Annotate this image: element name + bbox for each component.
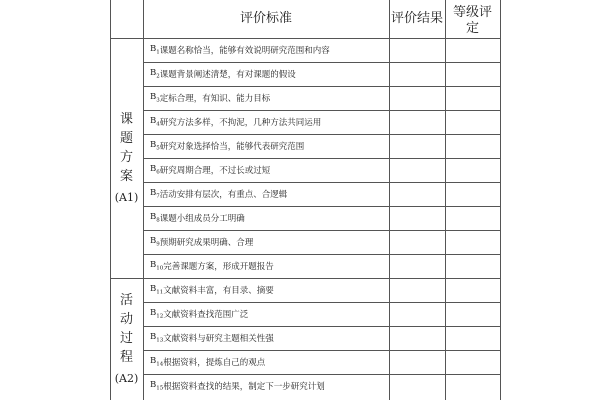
criteria-row: $B_8$ 课题小组成员分工明确 xyxy=(150,212,245,224)
criteria-row: $B_6$ 研究周期合理，不过长或过短 xyxy=(150,164,271,176)
criteria-row: $B_{11}$ 文献资料丰富，有目录、摘要 xyxy=(150,284,274,296)
column-divider xyxy=(389,0,390,400)
criteria-row: $B_{10}$ 完善课题方案，形成开题报告 xyxy=(150,260,274,272)
criteria-row: $B_{12}$ 文献资料查找范围广泛 xyxy=(150,308,249,320)
grade-header: 等级评 定 xyxy=(452,5,492,36)
result-header: 评价结果 xyxy=(390,11,443,26)
criteria-row: $B_9$ 预期研究成果明确、合理 xyxy=(150,236,254,248)
criteria-row: $B_7$ 活动安排有层次，有重点、合逻辑 xyxy=(150,188,288,200)
section-label-a2: 活 动 过 程 (A2) xyxy=(114,292,139,385)
criteria-row: $B_5$ 研究对象选择恰当，能够代表研究范围 xyxy=(150,140,305,152)
criteria-row: $B_{15}$ 根据资料查找的结果，制定下一步研究计划 xyxy=(150,380,325,392)
criteria-row: $B_{14}$ 根据资料，提炼自己的观点 xyxy=(150,356,266,368)
section-label-a1: 课 题 方 案 (A1) xyxy=(114,111,139,204)
criteria-header: 评价标准 xyxy=(239,11,292,26)
criteria-row: $B_{13}$ 文献资料与研究主题相关性强 xyxy=(150,332,274,344)
column-divider xyxy=(445,0,446,400)
criteria-row: $B_1$ 课题名称恰当，能够有效说明研究范围和内容 xyxy=(150,44,330,56)
evaluation-table xyxy=(110,0,501,400)
criteria-row: $B_2$ 课题背景阐述清楚，有对课题的假设 xyxy=(150,68,296,80)
table-border-right xyxy=(500,0,501,400)
criteria-row: $B_4$ 研究方法多样，不拘泥，几种方法共同运用 xyxy=(150,116,322,128)
criteria-row: $B_3$ 定标合理，有知识、能力目标 xyxy=(150,92,271,104)
